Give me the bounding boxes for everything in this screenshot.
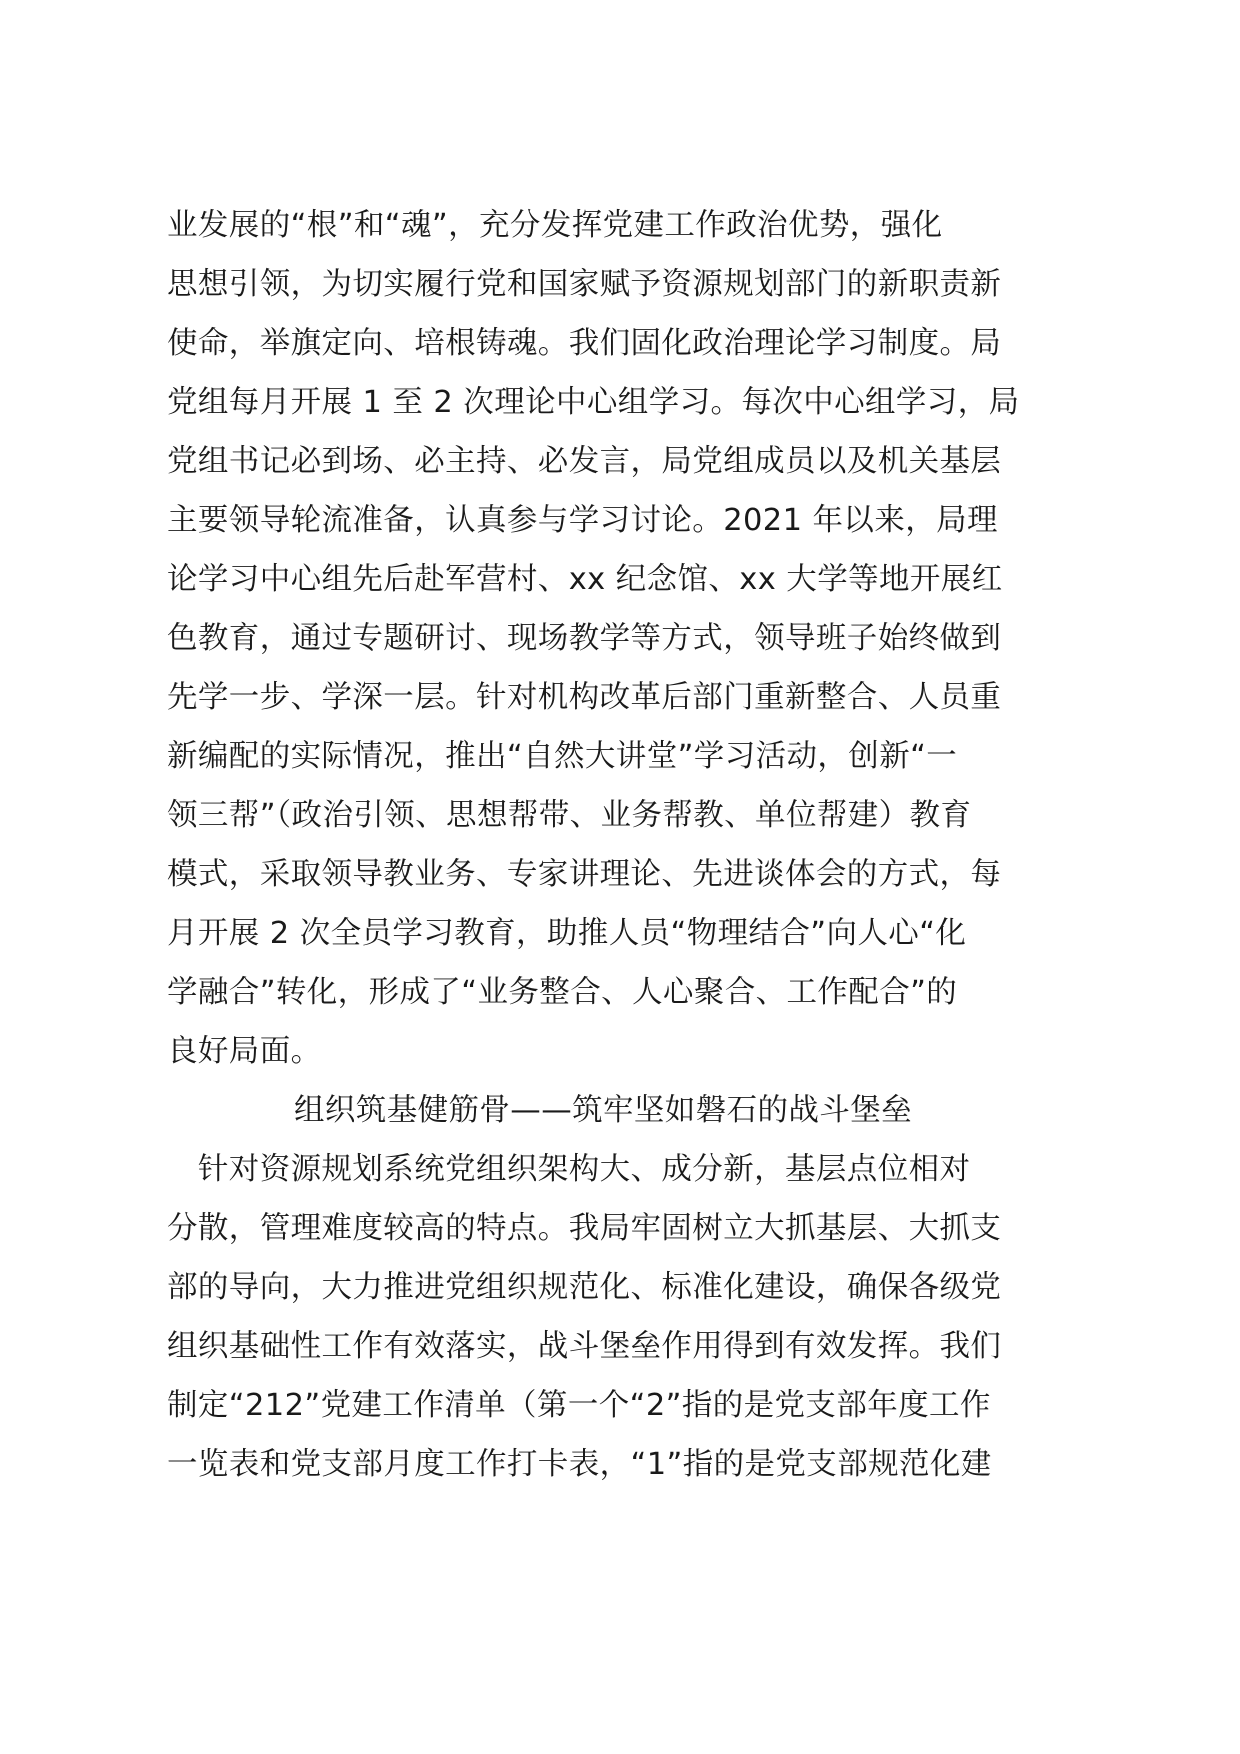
paragraph-line: 新编配的实际情况，推出“自然大讲堂”学习活动，创新“一	[167, 739, 958, 774]
paragraph-line: 月开展 2 次全员学习教育，助推人员“物理结合”向人心“化	[167, 916, 967, 951]
paragraph-line: 党组书记必到场、必主持、必发言，局党组成员以及机关基层	[167, 444, 1002, 479]
paragraph-line: 思想引领，为切实履行党和国家赋予资源规划部门的新职责新	[167, 267, 1002, 302]
section-heading: 组织筑基健筋骨——筑牢坚如磐石的战斗堡垒	[294, 1093, 912, 1128]
paragraph-line: 部的导向，大力推进党组织规范化、标准化建设，确保各级党	[167, 1270, 1002, 1305]
paragraph-line: 良好局面。	[167, 1034, 322, 1069]
paragraph-line: 分散，管理难度较高的特点。我局牢固树立大抓基层、大抓支	[167, 1211, 1002, 1246]
paragraph-line: 组织基础性工作有效落实，战斗堡垒作用得到有效发挥。我们	[167, 1329, 1002, 1364]
paragraph-line: 业发展的“根”和“魂”，充分发挥党建工作政治优势，强化	[167, 208, 943, 243]
paragraph-line: 先学一步、学深一层。针对机构改革后部门重新整合、人员重	[167, 680, 1002, 715]
paragraph-line: 论学习中心组先后赴军营村、xx 纪念馆、xx 大学等地开展红	[167, 562, 1003, 597]
paragraph-line: 学融合”转化，形成了“业务整合、人心聚合、工作配合”的	[167, 975, 958, 1010]
paragraph-line: 主要领导轮流准备，认真参与学习讨论。2021 年以来，局理	[167, 503, 998, 538]
paragraph-line: 领三帮”（政治引领、思想帮带、业务帮教、单位帮建）教育	[167, 798, 972, 833]
body-text	[167, 196, 1087, 1494]
paragraph-line: 一览表和党支部月度工作打卡表，“1”指的是党支部规范化建	[167, 1447, 992, 1482]
paragraph-line: 色教育，通过专题研讨、现场教学等方式，领导班子始终做到	[167, 621, 1002, 656]
paragraph-line: 党组每月开展 1 至 2 次理论中心组学习。每次中心组学习，局	[167, 385, 1020, 420]
paragraph-line: 模式，采取领导教业务、专家讲理论、先进谈体会的方式，每	[167, 857, 1002, 892]
paragraph-line: 针对资源规划系统党组织架构大、成分新，基层点位相对	[167, 1152, 971, 1187]
paragraph-line: 使命，举旗定向、培根铸魂。我们固化政治理论学习制度。局	[167, 326, 1002, 361]
paragraph-line: 制定“212”党建工作清单（第一个“2”指的是党支部年度工作	[167, 1388, 991, 1423]
